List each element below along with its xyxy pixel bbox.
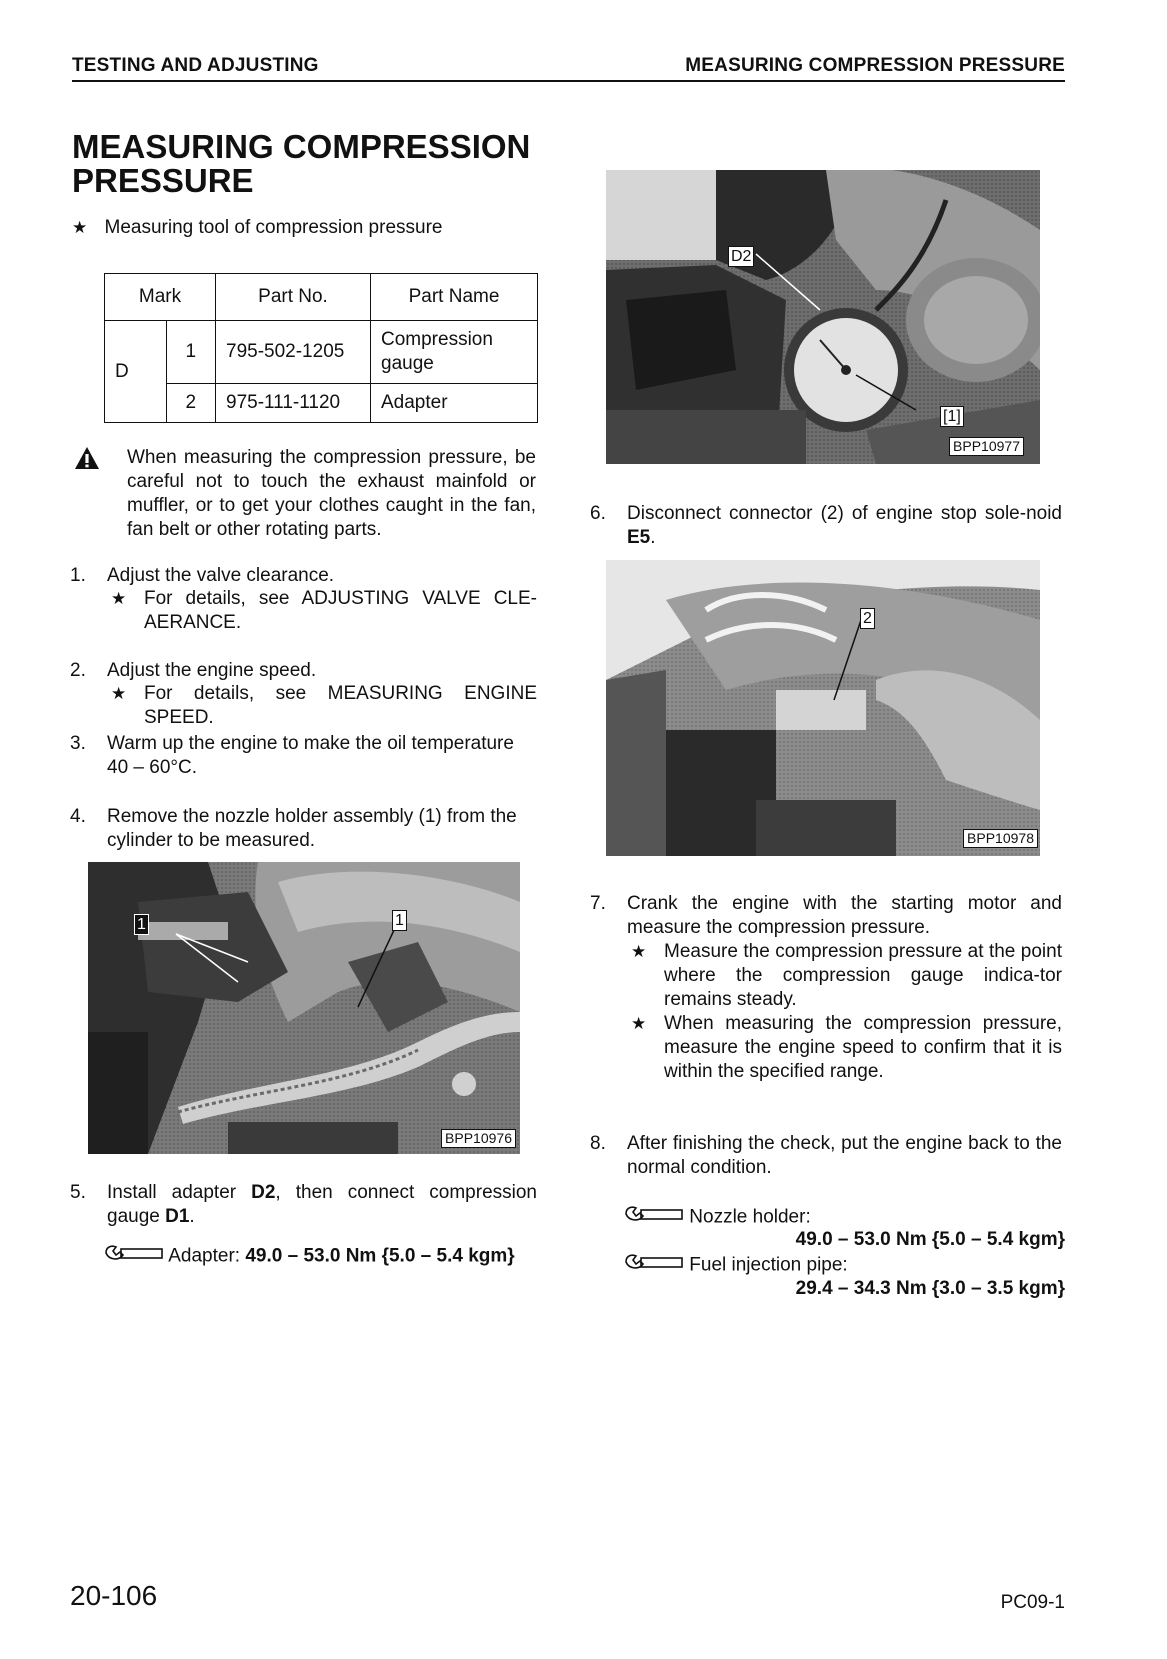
torque-fuel-value bbox=[796, 1277, 1065, 1301]
table-header-part-name: Part Name bbox=[371, 274, 538, 321]
table-cell-num: 2 bbox=[166, 384, 215, 423]
photo-code: BPP10977 bbox=[949, 437, 1024, 456]
step-5-number: 5. bbox=[70, 1182, 86, 1203]
step-5-adapter-mark: D2 bbox=[251, 1182, 276, 1203]
photo-callout-1: 1 bbox=[392, 910, 407, 931]
torque-wrench-icon bbox=[104, 1243, 164, 1270]
step-1-number: 1. bbox=[70, 565, 86, 586]
step-6-text-end: . bbox=[650, 527, 656, 548]
step-5-text bbox=[107, 1181, 537, 1229]
photo-nozzle-holder bbox=[88, 862, 520, 1154]
photo-callout-1: [1] bbox=[940, 406, 964, 427]
step-4-text: Remove the nozzle holder assembly (1) from the cylinder to be measured. bbox=[107, 806, 517, 851]
torque-fuel-label: Fuel injection pipe: bbox=[689, 1254, 848, 1276]
step-3-number: 3. bbox=[70, 733, 86, 754]
step-8-number: 8. bbox=[590, 1133, 606, 1154]
table-cell-mark: D bbox=[105, 321, 167, 423]
step-6-number: 6. bbox=[590, 503, 606, 524]
step-7-text: Crank the engine with the starting motor and measure the compression pressure. bbox=[627, 893, 1062, 938]
header-page-topic: MEASURING COMPRESSION PRESSURE bbox=[685, 55, 1065, 76]
step-2-number: 2. bbox=[70, 660, 86, 681]
warning-icon bbox=[74, 446, 100, 475]
step-5-gauge-mark: D1 bbox=[165, 1206, 190, 1227]
table-header-mark: Mark bbox=[105, 274, 216, 321]
table-row bbox=[105, 321, 538, 384]
step-8-text: After finishing the check, put the engine back to the normal condition. bbox=[627, 1133, 1062, 1178]
step-2-note: For details, see MEASURING ENGINE SPEED. bbox=[144, 683, 537, 728]
tool-intro-text: Measuring tool of compression pressure bbox=[104, 217, 443, 238]
table-cell-part-name: Adapter bbox=[371, 384, 538, 423]
step-7-note-1: Measure the compression pressure at the point where the compression gauge indica-tor remains steady. bbox=[664, 941, 1062, 1010]
photo-code: BPP10976 bbox=[441, 1129, 516, 1148]
torque-nozzle-value bbox=[796, 1228, 1065, 1252]
torque-adapter-value: 49.0 – 53.0 Nm {5.0 – 5.4 kgm} bbox=[245, 1245, 515, 1267]
table-cell-part-name: Compression gauge bbox=[371, 321, 538, 384]
photo-callout-2: 2 bbox=[860, 608, 875, 629]
step-5-text-a: Install adapter bbox=[107, 1182, 252, 1203]
table-cell-part-no: 795-502-1205 bbox=[216, 321, 371, 384]
table-header-row bbox=[105, 274, 538, 321]
tool-table bbox=[104, 273, 538, 423]
table-header-part-no: Part No. bbox=[216, 274, 371, 321]
photo-stop-solenoid-connector bbox=[606, 560, 1040, 856]
torque-nozzle-label: Nozzle holder: bbox=[689, 1206, 811, 1228]
table-cell-part-no: 975-111-1120 bbox=[216, 384, 371, 423]
photo-code: BPP10978 bbox=[963, 829, 1038, 848]
photo-callout-d2: D2 bbox=[728, 246, 754, 267]
step-6-solenoid-mark: E5 bbox=[627, 527, 651, 548]
step-1-text: Adjust the valve clearance. bbox=[107, 565, 335, 586]
torque-nozzle-holder bbox=[624, 1204, 811, 1231]
step-6-text bbox=[627, 502, 1062, 550]
model-code: PC09-1 bbox=[1000, 1592, 1065, 1613]
table-cell-num: 1 bbox=[166, 321, 215, 384]
step-5-text-b: , then connect compression gauge bbox=[107, 1182, 537, 1227]
torque-fuel-value-text: 29.4 – 34.3 Nm {3.0 – 3.5 kgm} bbox=[795, 1278, 1065, 1299]
page-title: MEASURING COMPRESSION PRESSURE bbox=[72, 128, 531, 199]
star-icon: ★ bbox=[631, 942, 647, 961]
photo-callout-1-marker: 1 bbox=[134, 914, 149, 935]
torque-wrench-icon bbox=[624, 1252, 684, 1279]
step-5-text-c: . bbox=[189, 1206, 195, 1227]
step-6-text-main: Disconnect connector (2) of engine stop sole-noid bbox=[627, 503, 1062, 524]
torque-fuel-injection-pipe bbox=[624, 1252, 848, 1279]
torque-adapter-label: Adapter: bbox=[168, 1245, 246, 1267]
star-icon: ★ bbox=[631, 1014, 647, 1033]
torque-adapter bbox=[104, 1243, 515, 1270]
step-1-note: For details, see ADJUSTING VALVE CLE-AERANCE. bbox=[144, 588, 537, 633]
step-2-text: Adjust the engine speed. bbox=[107, 660, 317, 681]
warning-text: When measuring the compression pressure, be careful not to touch the exhaust mainfold or muffler, or to get your clothes caught in the fan, fan belt or other rotating parts. bbox=[127, 447, 536, 540]
header-section-title: TESTING AND ADJUSTING bbox=[72, 55, 319, 76]
step-7-note-2: When measuring the compression pressure, measure the engine speed to confirm that it is within the specified range. bbox=[664, 1013, 1062, 1082]
star-icon: ★ bbox=[111, 589, 127, 608]
torque-nozzle-value-text: 49.0 – 53.0 Nm {5.0 – 5.4 kgm} bbox=[795, 1229, 1065, 1250]
star-icon: ★ bbox=[72, 218, 88, 237]
page-number: 20-106 bbox=[70, 1580, 158, 1611]
star-icon: ★ bbox=[111, 684, 127, 703]
torque-wrench-icon bbox=[624, 1204, 684, 1231]
step-4-number: 4. bbox=[70, 806, 86, 827]
step-3-text: Warm up the engine to make the oil temperature 40 – 60°C. bbox=[107, 733, 514, 778]
tool-intro bbox=[72, 216, 442, 240]
photo-compression-gauge bbox=[606, 170, 1040, 464]
header-rule bbox=[72, 80, 1065, 82]
table-row bbox=[105, 384, 538, 423]
step-7-number: 7. bbox=[590, 893, 606, 914]
